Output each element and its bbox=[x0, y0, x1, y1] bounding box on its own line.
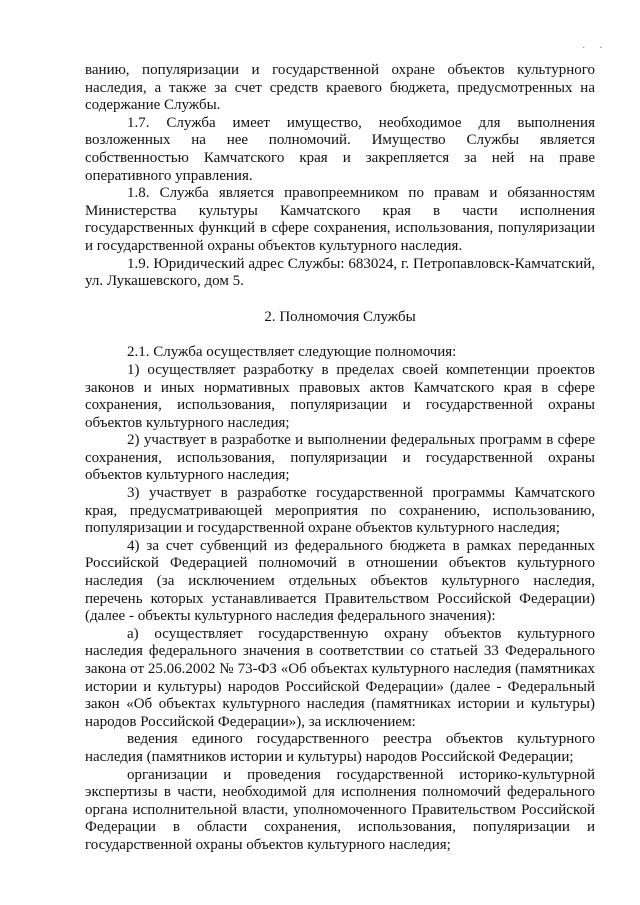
section-heading: 2. Полномочия Службы bbox=[264, 308, 416, 325]
list-item-3: 3) участвует в разработке государственной программы Камчатского края, предусматривающей мероприятия по сохранению, использованию, популяризации и государственной охране объектов культурного наследия; bbox=[85, 485, 595, 537]
exception-item-1: ведения единого государственного реестра объектов культурного наследия (памятников истории и культуры) народов Российской Федерации; bbox=[85, 731, 595, 765]
paragraph-continuation: ванию, популяризации и государственной охране объектов культурного наследия, а также за счет средств краевого бюджета, предусмотренных на содержание Службы. bbox=[85, 62, 595, 114]
list-item-2: 2) участвует в разработке и выполнении федеральных программ в сфере сохранения, использования, популяризации и государственной охраны объектов культурного наследия; bbox=[85, 432, 595, 484]
list-item-1: 1) осуществляет разработку в пределах своей компетенции проектов законов и иных нормативных правовых актов Камчатского края в сфере сохранения, использования, популяризации и государственной охраны объектов культурного наследия; bbox=[85, 361, 595, 431]
list-item-4a: а) осуществляет государственную охрану объектов культурного наследия федерального значения в соответствии со статьей 33 Федерального закона от 25.06.2002 № 73-ФЗ «Об объектах культурного наследия (памятниках истории и культуры) народов Российской Федерации» (далее - Федеральный закон «Об объектах культурного наследия (памятниках истории и культуры) народов Российской Федерации»), за исключением: bbox=[85, 625, 595, 730]
exception-item-2: организации и проведения государственной историко-культурной экспертизы в части, необходимой для исполнения полномочий федерального органа исполнительной власти, уполномоченного Правительством Российской Федерации в области сохранения, использования, популяризации и государственной охраны объектов культурного наследия; bbox=[85, 766, 595, 853]
paragraph-1-9: 1.9. Юридический адрес Службы: 683024, г. Петропавловск-Камчатский, ул. Лукашевского, дом 5. bbox=[85, 255, 595, 290]
document-page bbox=[85, 62, 595, 855]
paragraph-1-8: 1.8. Служба является правопреемником по правам и обязанностям Министерства культуры Камчатского края в части исполнения государственных функций в сфере сохранения, использования, популяризации и государственной охраны объектов культурного наследия. bbox=[85, 185, 595, 254]
paragraph-1-7: 1.7. Служба имеет имущество, необходимое для выполнения возложенных на нее полномочий. Имущество Службы является собственностью Камчатского края и закрепляется за ней на праве оперативного управления. bbox=[85, 114, 595, 184]
corner-mark: . . bbox=[582, 40, 608, 51]
paragraph-2-1: 2.1. Служба осуществляет следующие полномочия: bbox=[127, 344, 457, 361]
list-item-4: 4) за счет субвенций из федерального бюджета в рамках переданных Российской Федерацией полномочий в отношении объектов культурного наследия (за исключением отдельных объектов культурного наследия, перечень которых устанавливается Правительством Российской Федерации) (далее - объекты культурного наследия федерального значения): bbox=[85, 537, 595, 625]
